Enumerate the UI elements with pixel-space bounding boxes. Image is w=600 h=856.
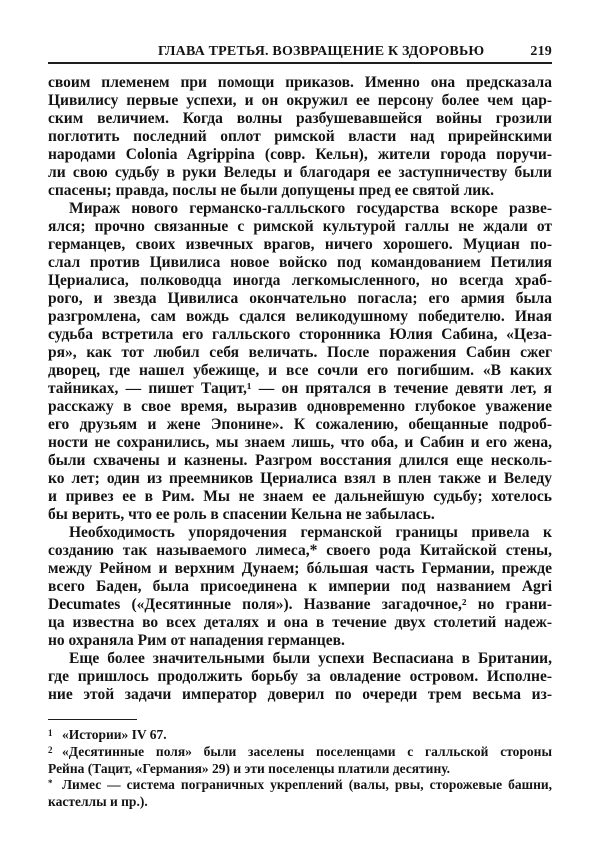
text-line: ца известна во всех деталях и она в течение двух столетий надеж-: [48, 614, 552, 631]
footnote-1: [48, 727, 552, 744]
text-line: ским величием. Когда волны разбушевавшейся войны грозили: [48, 110, 552, 127]
text-line: ко лет; один из преемников Цериалиса взял в плен также и Веледу: [48, 470, 552, 487]
text-line: судьба встретила его галльского сторонника Юлия Сабина, «Цеза-: [48, 326, 552, 343]
running-header: [48, 43, 552, 61]
text-line: где пришлось продолжить борьбу за овладение островом. Исполне-: [48, 668, 552, 685]
text-line: и привез ее в Рим. Мы не знаем ее дальнейшую судьбу; хотелось: [48, 488, 552, 505]
footnote-text-continuation: кастеллы и пр.).: [48, 794, 148, 810]
page-number: 219: [530, 44, 552, 59]
text-line: народами Colonia Agrippina (совр. Кельн), жители города поручи-: [48, 146, 552, 163]
text-line: поглотить последний оплот римской власти над прирейнскими: [48, 128, 552, 145]
header-rule: [48, 62, 552, 64]
text-line: расскажу в свое время, выразив одновременно глубокое уважение: [48, 398, 552, 415]
footnotes: [48, 727, 552, 811]
text-line: были схвачены и казнены. Разгром восстания длился еще несколь-: [48, 452, 552, 469]
footnote-marker: *: [48, 778, 53, 789]
text-line: ялся; прочно связанные с римской культурой галлы не ждали от: [48, 218, 552, 235]
footnote-text: «Десятинные поля» были заселены поселенцами с галльской стороны: [62, 743, 552, 759]
text-line: между Рейном и верхним Дунаем; бóльшая часть Германии, прежде: [48, 560, 552, 577]
text-line: ря», как тот любил себя величать. После поражения Сабин сжег: [48, 344, 552, 361]
chapter-title: ГЛАВА ТРЕТЬЯ. ВОЗВРАЩЕНИЕ К ЗДОРОВЬЮ: [158, 44, 485, 59]
text-line: разгромлена, сам вождь сдался великодушному победителю. Иная: [48, 308, 552, 325]
body-text: [48, 74, 552, 704]
text-line: Decumates («Десятинные поля»). Название загадочное,² но грани-: [48, 596, 552, 613]
text-line: Цериалиса, полководца иногда легкомысленного, но всегда храб-: [48, 272, 552, 289]
text-line: ли свою судьбу в руки Веледы и благодаря ее заступничеству были: [48, 164, 552, 181]
footnote-marker: 2: [48, 744, 53, 755]
text-line: бы верить, что ее роль в спасении Кельна не забылась.: [48, 506, 435, 523]
text-line: германцев, своих извечных врагов, ничего хорошего. Муциан по-: [48, 236, 552, 253]
paragraph-first-line: Еще более значительными были успехи Веспасиана в Британии,: [69, 650, 552, 667]
text-line: тайниках, — пишет Тацит,¹ — он прятался в течение девяти лет, я: [48, 380, 552, 397]
text-line: слал против Цивилиса новое войско под командованием Петилия: [48, 254, 552, 271]
footnote-marker: 1: [48, 728, 53, 738]
text-line: ние этой задачи император доверил по очереди трем весьма из-: [48, 686, 552, 703]
footnote-2: [48, 744, 552, 761]
text-line: созданию так называемого лимеса,* своего рода Китайской стены,: [48, 542, 552, 559]
footnote-text: «Истории» IV 67.: [62, 727, 167, 742]
text-line: ности не сохранились, мы знаем лишь, что оба, и Сабин и его жена,: [48, 434, 552, 451]
footnote-asterisk: [48, 777, 552, 794]
text-line: но охраняла Рим от нападения германцев.: [48, 632, 345, 649]
text-line: его друзьям и жене Эпонине». К сожалению, обещанные подроб-: [48, 416, 552, 433]
text-line: дворец, где нашел убежище, и все сочли его погибшим. «В каких: [48, 362, 552, 379]
text-line: спасены; правда, послы не были допущены пред ее святой лик.: [48, 182, 495, 199]
footnote-text-continuation: Рейна (Тацит, «Германия» 29) и эти поселенцы платили десятину.: [48, 760, 451, 776]
text-line: своим племенем при помощи приказов. Именно она предсказала: [48, 74, 552, 91]
footnote-text: Лимес — система пограничных укреплений (валы, рвы, сторожевые башни,: [62, 777, 552, 793]
paragraph-first-line: Необходимость упорядочения германской границы привела к: [69, 524, 552, 541]
paragraph-first-line: Мираж нового германско-галльского государства вскоре разве-: [69, 200, 552, 217]
text-line: Цивилису первые успехи, и он окружил ее персону более чем цар-: [48, 92, 552, 109]
text-line: всего Баден, была присоединена к империи под названием Agri: [48, 578, 552, 595]
text-line: рого, и звезда Цивилиса окончательно погасла; его армия была: [48, 290, 552, 307]
footnote-rule: [48, 719, 137, 720]
